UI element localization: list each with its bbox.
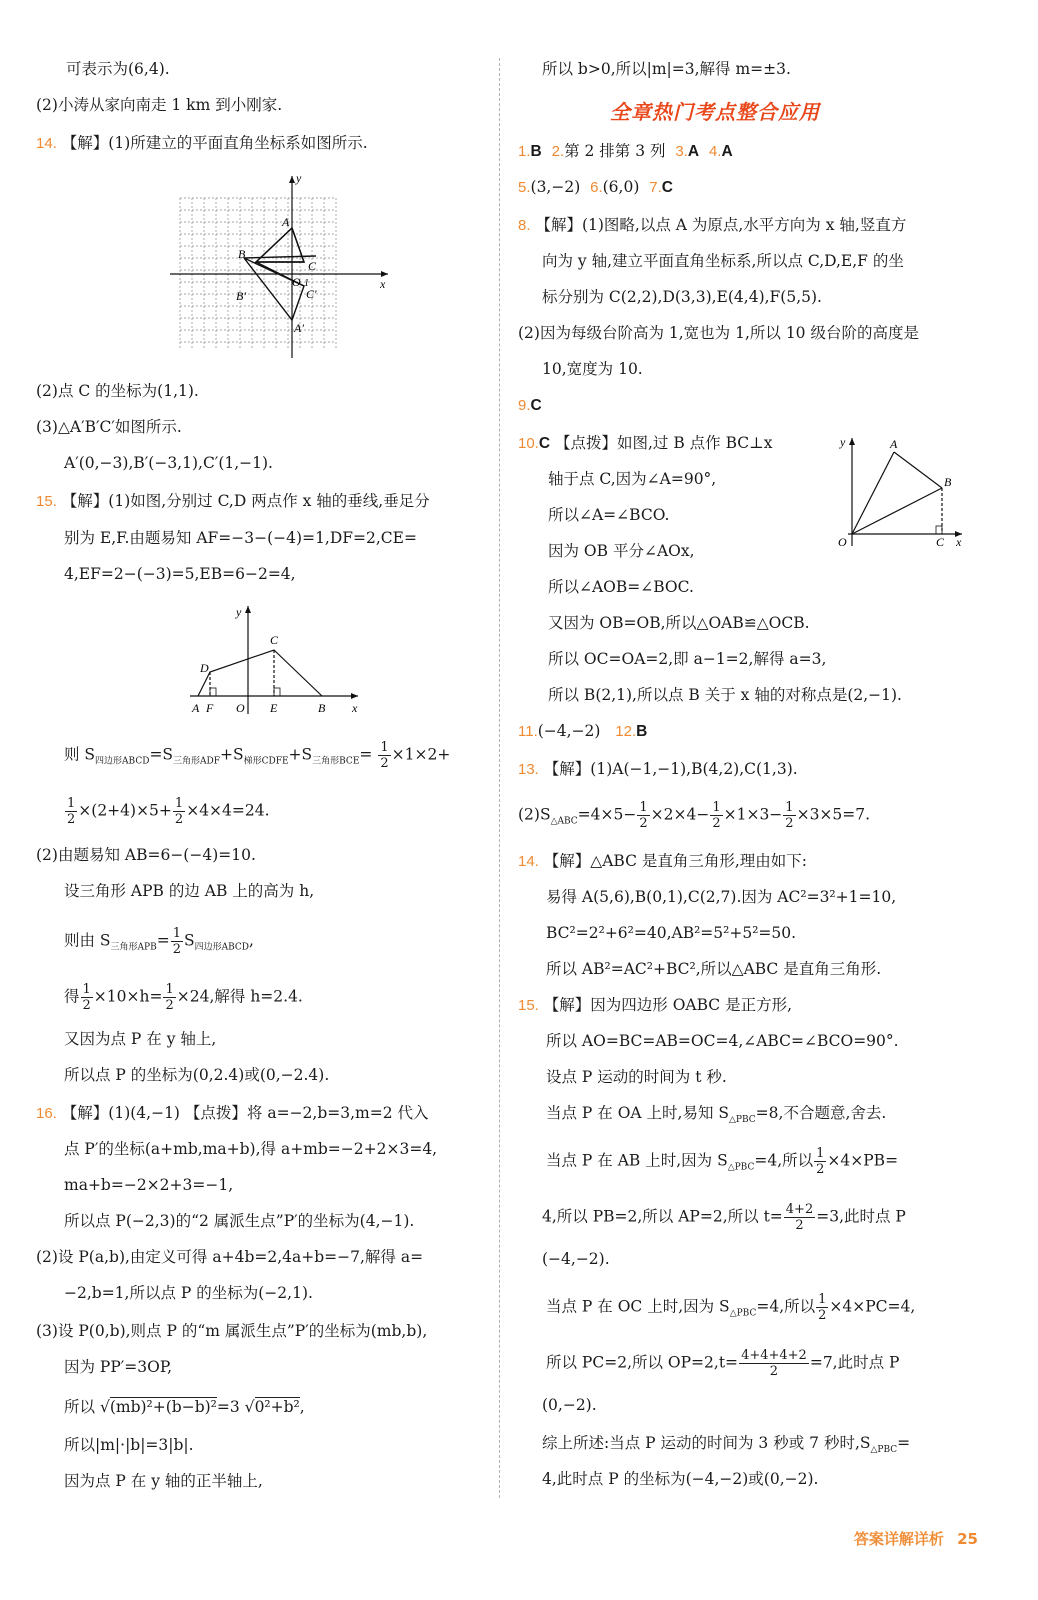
subscript: 三角形APB [110,942,157,953]
text: 所以 [64,1398,96,1416]
text-line: 所以 B(2,1),所以点 B 关于 x 轴的对称点是(2,−1). [548,686,902,704]
axis-label: y [840,435,846,449]
subscript: △PBC [727,1162,755,1173]
text-line: 【解】(1)A(−1,−1),B(4,2),C(1,3). [543,760,798,778]
question-9 [518,394,542,417]
text: 4,所以 PB=2,所以 AP=2,所以 t= [542,1207,783,1226]
text-line: 所以|m|·|b|=3|b|. [64,1436,194,1454]
text: =4,所以 [754,1151,814,1170]
text-line: (2)由题易知 AB=6−(−4)=10. [36,846,256,864]
text: , [299,1398,305,1416]
text-line: 因为 OB 平分∠AOx, [548,542,695,560]
question-number: 14. [518,853,539,870]
text-line: (3)△A′B′C′如图所示. [36,418,182,436]
question-number: 13. [518,761,539,778]
question-number: 15. [518,997,539,1014]
question-number: 11. [518,723,538,740]
question-number: 9. [518,397,531,414]
text-line: 所以 OC=OA=2,即 a−1=2,解得 a=3, [548,650,827,668]
point-label: B [944,475,952,489]
area-formula-line-1 [64,740,450,773]
text: =7,此时点 P [809,1353,900,1372]
point-label: C [936,535,945,549]
text: S [184,931,195,950]
text-line: 10,宽度为 10. [542,360,643,378]
question-8 [518,214,906,237]
answer: C [538,435,551,452]
text: 综上所述:当点 P 运动的时间为 3 秒或 7 秒时,S [542,1434,871,1452]
axes [170,176,388,358]
text-line: 易得 A(5,6),B(0,1),C(2,7).因为 AC²=3²+1=10, [546,888,897,906]
point-label: A [890,437,898,451]
point-label: B′ [236,289,246,303]
text-line: 所以点 P 的坐标为(0,2.4)或(0,−2.4). [64,1066,330,1084]
text: 当点 P 在 OC 上时,因为 S [546,1297,730,1316]
figure-15-trapezoid [186,600,366,720]
axis-label: x [956,535,962,549]
question-16 [36,1102,429,1125]
text: =3 [216,1398,240,1416]
page-footer [854,1528,978,1549]
point-label: A′ [294,321,304,335]
text-line: 点 P′的坐标(a+mb,ma+b),得 a+mb=−2+2×3=4, [64,1140,438,1158]
case-ab-line [546,1146,898,1179]
radical-equation-line: 所以 √(mb)²+(b−b)²=3 √0²+b², [64,1398,305,1416]
point-label: A [192,701,200,715]
footer-label: 答案详解详析 [853,1530,944,1548]
answer: (6,0) [602,178,640,196]
fraction: $\frac{1}{2}$ [174,796,184,827]
question-15 [36,490,430,513]
text-line: 轴于点 C,因为∠A=90°, [548,470,717,488]
fraction: $\frac{1}{2}$ [172,926,181,957]
text-line: (2)小涛从家向南走 1 km 到小刚家. [36,96,283,114]
answer: (3,−2) [530,178,581,196]
question-10 [518,432,772,455]
text-line: 【解】(1)如图,分别过 C,D 两点作 x 轴的垂线,垂足分 [61,492,430,510]
question-number: 7. [649,179,662,196]
fraction: $\frac{1}{2}$ [818,1292,827,1323]
text-line: BC²=2²+6²=40,AB²=5²+5²=50. [546,924,797,942]
fraction: $\frac{1}{2}$ [380,740,389,771]
text-line: 因为 PP′=3OP, [64,1358,173,1376]
text: 所以 PC=2,所以 OP=2,t= [546,1353,739,1372]
area-calculation-line [518,800,870,833]
figure-10-bisector [838,432,968,552]
subscript: 三角形ADF [173,756,221,767]
question-number: 16. [36,1105,57,1122]
text: ×1×2+ [391,745,451,764]
text-line: 所以∠A=∠BCO. [548,506,670,524]
point-label: D [200,661,209,675]
fraction: $\frac{1}{2}$ [82,982,91,1013]
axis-label: x [352,701,358,715]
text-line: 【解】(1)(4,−1) 【点拨】将 a=−2,b=3,m=2 代入 [61,1104,429,1122]
point-label: C [270,633,279,647]
question-13 [518,758,798,781]
text-line: 【解】△ABC 是直角三角形,理由如下: [543,852,808,870]
text-line: 又因为点 P 在 y 轴上, [64,1030,217,1048]
text-line: 【解】(1)所建立的平面直角坐标系如图所示. [61,134,368,152]
figure-14-coordinate-grid [166,170,396,360]
axis-label: y [236,605,242,619]
point-label: C′ [306,287,317,301]
text-line: 4,EF=2−(−3)=5,EB=6−2=4, [64,565,296,583]
subscript: 四边形ABCD [194,942,250,953]
text: ×24,解得 h=2.4. [176,987,303,1006]
question-number: 6. [590,179,603,196]
point-label: C [308,259,317,273]
text: = [156,931,170,950]
text: (2)S [518,805,551,824]
question-number: 2. [551,143,565,160]
case-ab-result-line [542,1202,906,1233]
fraction: $\frac{1}{2}$ [816,1146,825,1177]
question-14 [36,132,368,155]
radicand: (mb)²+(b−b)² [109,1398,217,1416]
point-label: F [206,701,214,715]
question-number: 3. [675,143,688,160]
text: 得 [64,987,80,1006]
subscript: △PBC [729,1308,757,1319]
subscript: 梯形CDFE [243,756,289,767]
case-oc-result-line [546,1348,899,1379]
point-label: A [282,215,290,229]
fraction: $\frac{1}{2}$ [712,800,721,831]
text: 当点 P 在 AB 上时,因为 S [546,1151,728,1170]
question-number: 15. [36,493,57,510]
point-label: B [238,247,246,261]
text: =4×5− [577,805,637,824]
text: =8,不合题意,舍去. [755,1104,887,1122]
point-label: O [838,535,847,549]
answer: A [687,143,700,160]
text: =4,所以 [756,1297,816,1316]
text-line: 设三角形 APB 的边 AB 上的高为 h, [64,882,315,900]
text-line: 所以 AB²=AC²+BC²,所以△ABC 是直角三角形. [546,960,882,978]
point-label: E [270,701,278,715]
text-line: (0,−2). [542,1396,597,1414]
fraction: $\frac{1}{2}$ [67,796,76,827]
answer: 第 2 排第 3 列 [564,142,666,160]
question-number: 14. [36,135,57,152]
text-line: 因为点 P 在 y 轴的正半轴上, [64,1472,263,1490]
text: , [249,931,254,950]
text: = [897,1434,911,1452]
text-line: 【解】因为四边形 OABC 是正方形, [543,996,793,1014]
area-relation-line [64,926,254,959]
answer: B [636,723,648,740]
fraction: $\frac{4+2}{2}$ [785,1202,814,1233]
text-line: 所以 b>0,所以|m|=3,解得 m=±3. [542,60,791,78]
text-line: −2,b=1,所以点 P 的坐标为(−2,1). [64,1284,313,1302]
answer: (−4,−2) [537,722,601,740]
fraction: $\frac{1}{2}$ [785,800,794,831]
text: = [359,745,373,764]
question-number: 1. [518,143,531,160]
text: +S [220,745,244,764]
axis-label: y [296,171,302,185]
axis-label: x [380,277,386,291]
subscript: △PBC [870,1445,898,1456]
text-line: ma+b=−2×2+3=−1, [64,1176,234,1194]
text: ×4×PC=4, [829,1297,916,1316]
text: ×4×PB= [827,1151,899,1170]
text-line: 设点 P 运动的时间为 t 秒. [546,1068,727,1086]
text-line: (−4,−2). [542,1250,610,1268]
question-15 [518,994,792,1017]
subscript: △PBC [729,1115,756,1126]
question-number: 8. [518,217,531,234]
summary-line [542,1432,910,1461]
text: +S [288,745,313,764]
fraction: $\frac{4+4+4+2}{2}$ [741,1348,807,1379]
text-line: 又因为 OB=OB,所以△OAB≌△OCB. [548,614,810,632]
question-number: 12. [615,723,637,740]
text-line: 别为 E,F.由题易知 AF=−3−(−4)=1,DF=2,CE= [64,529,417,547]
answer: C [661,179,673,196]
tick-label: 1 [304,278,309,289]
text: ×1×3− [723,805,783,824]
point-label: O [236,701,245,715]
fraction: $\frac{1}{2}$ [165,982,174,1013]
text-line: 向为 y 轴,建立平面直角坐标系,所以点 C,D,E,F 的坐 [542,252,904,270]
question-number: 5. [518,179,531,196]
column-divider [499,58,500,1498]
radicand: 0²+b² [254,1398,300,1416]
question-14 [518,850,807,873]
fraction: $\frac{1}{2}$ [639,800,648,831]
case-oa-line [546,1102,886,1131]
text-line: 【解】(1)图略,以点 A 为原点,水平方向为 x 轴,竖直方 [535,216,907,234]
page-number: 25 [957,1530,978,1548]
subscript: 四边形ABCD [95,756,150,767]
answer: C [530,397,542,414]
area-formula-line-2 [64,796,270,827]
text-line: 可表示为(6,4). [66,60,170,78]
text: ×2×4− [650,805,710,824]
text-line: 标分别为 C(2,2),D(3,3),E(4,4),F(5,5). [542,288,822,306]
subscript: △ABC [550,816,578,827]
text: ×4×4=24. [186,801,270,820]
text-line: A′(0,−3),B′(−3,1),C′(1,−1). [64,454,273,472]
text-line: (2)点 C 的坐标为(1,1). [36,382,199,400]
text-line: 4,此时点 P 的坐标为(−4,−2)或(0,−2). [542,1470,819,1488]
text-line: (2)设 P(a,b),由定义可得 a+4b=2,4a+b=−7,解得 a= [36,1248,424,1266]
text: =3,此时点 P [816,1207,906,1226]
text: 则由 S [64,931,111,950]
text: ×(2+4)×5+ [78,801,172,820]
question-number: 4. [708,143,722,160]
text: 则 S [64,745,96,764]
chapter-section-title: 全章热门考点整合应用 [610,100,820,124]
question-number: 10. [518,435,539,452]
answer: A [721,143,733,160]
text-line: 所以∠AOB=∠BOC. [548,578,694,596]
subscript: 三角形BCE [312,756,360,767]
text: =S [149,745,174,764]
text-line: (2)因为每级台阶高为 1,宽也为 1,所以 10 级台阶的高度是 [518,324,919,342]
text-line: 所以点 P(−2,3)的“2 属派生点”P′的坐标为(4,−1). [64,1212,415,1230]
point-label: B [318,701,326,715]
point-label: O [292,275,301,289]
answers-11-12 [518,720,647,743]
text-line: 所以 AO=BC=AB=OC=4,∠ABC=∠BCO=90°. [546,1032,899,1050]
answer: B [530,143,542,160]
text: 当点 P 在 OA 上时,易知 S [546,1104,730,1122]
text: ×10×h= [93,987,163,1006]
case-oc-line [546,1292,915,1325]
text: ×3×5=7. [796,805,871,824]
answers-5-7 [518,176,673,199]
height-equation-line [64,982,303,1013]
text-line: 【点拨】如图,过 B 点作 BC⊥x [555,434,773,452]
text-line: (3)设 P(0,b),则点 P 的“m 属派生点”P′的坐标为(mb,b), [36,1322,428,1340]
answers-1-4 [518,140,733,163]
